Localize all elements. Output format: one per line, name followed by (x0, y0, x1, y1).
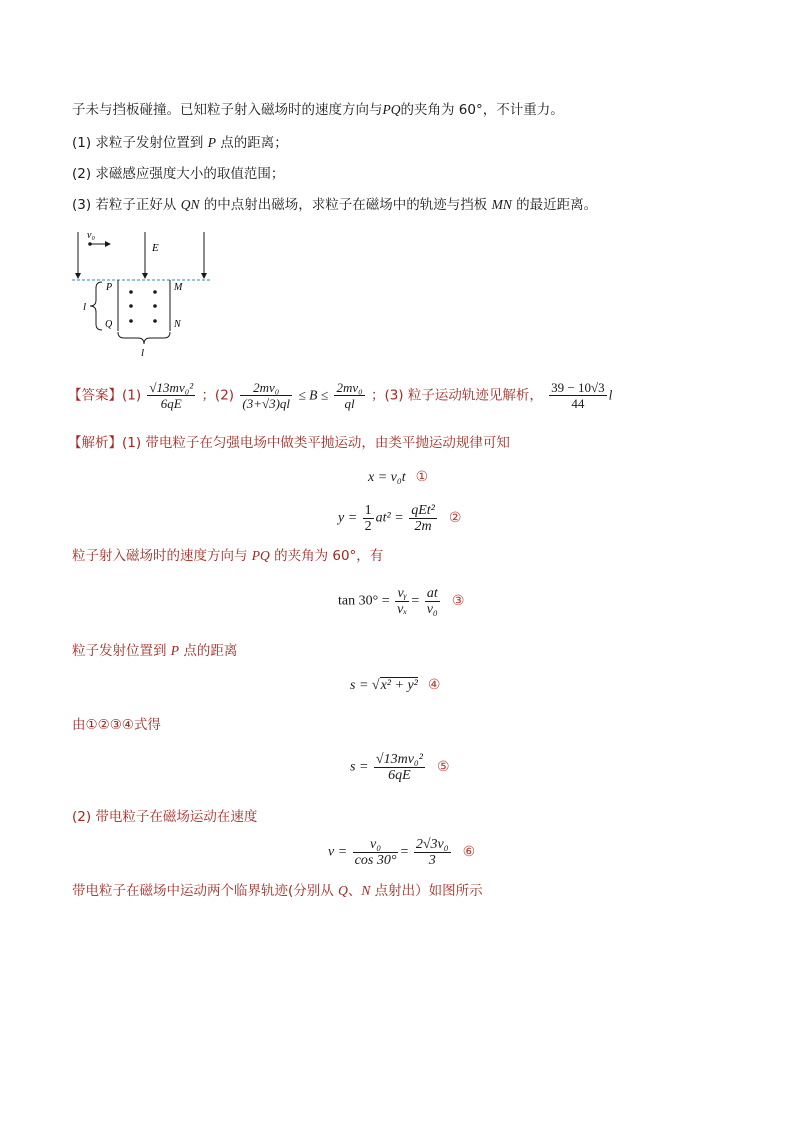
label-p: P (106, 282, 113, 293)
equation-5: s = $\frac{\text{√13mv₀²}}{6qE}$ ⑤ (350, 752, 450, 783)
analysis-intro (68, 433, 510, 453)
label-v0: v₀ (87, 230, 95, 241)
answer-2-left-fraction: $\frac{\text{2mv₀}}{(3+√3)ql}$ (242, 380, 291, 411)
question-3 (72, 195, 597, 215)
answer-2-right-fraction: $\frac{\text{2mv₀}}{ql}$ (336, 380, 363, 411)
bottom-brace (118, 332, 170, 344)
q3-text-3: 的最近距离。 (511, 197, 598, 213)
answer-3-fraction: $\frac{39 - 10√3}{44}$ (551, 380, 605, 411)
label-n: N (174, 319, 181, 330)
answer-part-3: ；(3) 粒子运动轨迹见解析， (370, 387, 543, 404)
answer-line (68, 380, 612, 411)
equation-2: y = $\frac{1}{2}$ at² = $\frac{\text{qEt²}}{2m}$ ② (338, 503, 462, 534)
q3-mn: MN (491, 197, 512, 212)
intro-text-2: 的夹角为 60°，不计重力。 (400, 102, 564, 118)
question-1 (72, 133, 288, 153)
q1-text-1: (1) 求粒子发射位置到 (72, 135, 208, 151)
answer-part-1: (1) (122, 387, 142, 404)
analysis-distance-line: 粒子发射位置到 P 点的距离 (72, 643, 238, 659)
answer-2-inequality: ≤ B ≤ (298, 387, 329, 403)
answer-1-fraction: $\frac{\text{√13mv₀²}}{6qE}$ (149, 380, 194, 411)
equation-3: tan 30° = $\frac{\text{vᵧ}}{\text{vₓ}}$ = $\frac{at}{\text{v₀}}$ ③ (338, 586, 465, 617)
label-m: M (174, 282, 183, 293)
question-2: (2) 求磁感应强度大小的取值范围； (72, 166, 285, 182)
label-e: E (152, 242, 159, 254)
analysis-tag: 【解析】 (68, 435, 122, 451)
analysis-intro-text: (1) 带电粒子在匀强电场中做类平抛运动，由类平抛运动规律可知 (122, 435, 510, 451)
answer-3-unit: l (608, 387, 613, 403)
q3-text-2: 的中点射出磁场，求粒子在磁场中的轨迹与挡板 (199, 197, 492, 213)
label-q: Q (105, 319, 113, 330)
analysis-angle-line: 粒子射入磁场时的速度方向与 PQ 的夹角为 60°，有 (72, 548, 384, 564)
intro-pq: PQ (382, 102, 401, 117)
label-l-left: l (83, 301, 87, 313)
equation-4: s = √x² + y² ④ (350, 678, 441, 693)
q1-p: P (207, 135, 216, 150)
label-l-bottom: l (141, 347, 145, 358)
q3-qn: QN (180, 197, 200, 212)
intro-text-1: 子未与挡板碰撞。已知粒子射入磁场时的速度方向与 (72, 102, 383, 118)
q1-text-2: 点的距离； (215, 135, 288, 151)
physics-figure (70, 226, 220, 358)
q3-text-1: (3) 若粒子正好从 (72, 197, 181, 213)
answer-tag: 【答案】 (68, 387, 122, 404)
answer-part-2: ；(2) (201, 387, 235, 404)
equation-6: v = $\frac{\text{v₀}}{\cos 30^\circ}$ = $\frac{\text{2√3v₀}}{3}$ ⑥ (328, 837, 476, 868)
problem-intro (72, 100, 564, 120)
analysis-combine-line: 由①②③④式得 (72, 717, 161, 733)
equation-1: x = v₀t ① (368, 470, 429, 485)
left-brace (90, 282, 102, 330)
analysis-critical-line: 带电粒子在磁场中运动两个临界轨迹(分别从 Q、N 点射出）如图所示 (72, 883, 483, 899)
analysis-part-2-line: (2) 带电粒子在磁场运动在速度 (72, 809, 258, 825)
